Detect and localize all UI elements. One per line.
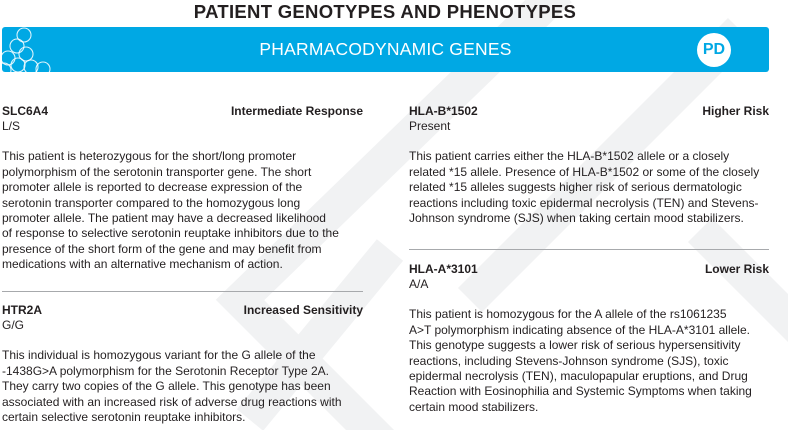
description-line: This genotype suggests a lower risk of serious hypersensitivity bbox=[409, 338, 741, 353]
description-line: related *15 allele. Presence of HLA-B*1502 or some of the closely bbox=[409, 164, 760, 179]
gene-result: Higher Risk bbox=[702, 104, 769, 118]
description-line: associated with an increased risk of adverse drug reactions with bbox=[2, 394, 342, 409]
gene-description bbox=[2, 149, 363, 272]
banner-title: PHARMACODYNAMIC GENES bbox=[259, 39, 512, 59]
description-line: This patient carries either the HLA-B*1502 allele or a closely bbox=[409, 149, 730, 164]
description-line: serotonin transporter compared to the homozygous long bbox=[2, 195, 301, 210]
page-title: PATIENT GENOTYPES AND PHENOTYPES bbox=[193, 1, 577, 22]
gene-name: HLA-A*3101 bbox=[409, 262, 478, 276]
description-line: reactions including toxic epidermal necrolysis (TEN) and Stevens- bbox=[409, 195, 759, 210]
description-line: epidermal necrolysis (TEN), maculopapular eruptions, and Drug bbox=[409, 369, 748, 384]
gene-genotype: G/G bbox=[2, 318, 25, 332]
section-divider bbox=[409, 249, 769, 250]
gene-card-slc6a4 bbox=[2, 104, 363, 273]
description-line: promoter allele. The patient may have a decreased likelihood bbox=[2, 211, 326, 226]
gene-name: HLA-B*1502 bbox=[409, 104, 478, 118]
description-line: polymorphism of the serotonin transporter gene. The short bbox=[2, 164, 312, 179]
description-line: medications with an alternative mechanism of action. bbox=[2, 257, 283, 272]
description-line: Reaction with Eosinophilia and Systemic Symptoms when taking bbox=[409, 384, 752, 399]
gene-result: Lower Risk bbox=[704, 262, 769, 276]
description-line: -1438G>A polymorphism for the Serotonin Receptor Type 2A. bbox=[2, 363, 329, 378]
description-line: This patient is homozygous for the A allele of the rs1061235 bbox=[409, 307, 727, 322]
description-line: A>T polymorphism indicating absence of the HLA-A*3101 allele. bbox=[409, 322, 750, 337]
gene-genotype: Present bbox=[409, 119, 451, 133]
gene-description bbox=[409, 307, 769, 415]
description-line: Johnson syndrome (SJS) when taking certain mood stabilizers. bbox=[409, 211, 744, 226]
description-line: promoter allele is reported to decrease expression of the bbox=[2, 180, 303, 195]
description-line: presence of the short form of the gene and may benefit from bbox=[2, 241, 322, 256]
gene-genotype: A/A bbox=[409, 277, 429, 291]
gene-card-hla-a-3101 bbox=[409, 262, 769, 415]
gene-result: Intermediate Response bbox=[230, 104, 363, 118]
description-line: certain mood stabilizers. bbox=[409, 399, 539, 414]
description-line: reactions, including Stevens-Johnson syndrome (SJS), toxic bbox=[409, 353, 729, 368]
description-line: This patient is heterozygous for the short/long promoter bbox=[2, 149, 297, 164]
gene-card-hla-b-1502 bbox=[409, 104, 769, 226]
gene-card-htr2a bbox=[2, 303, 363, 425]
gene-description bbox=[2, 348, 363, 425]
description-line: They carry two copies of the G allele. This genotype has been bbox=[2, 379, 331, 394]
gene-description bbox=[409, 149, 769, 226]
gene-genotype: L/S bbox=[2, 119, 21, 133]
gene-name: HTR2A bbox=[2, 303, 43, 317]
pd-badge: PD bbox=[697, 33, 731, 67]
gene-result: Increased Sensitivity bbox=[243, 303, 363, 317]
gene-name: SLC6A4 bbox=[2, 104, 49, 118]
description-line: related *15 alleles suggests higher risk of serious dermatologic bbox=[409, 180, 742, 195]
description-line: of response to selective serotonin reuptake inhibitors due to the bbox=[2, 226, 339, 241]
description-line: certain selective serotonin reuptake inhibitors. bbox=[2, 410, 246, 425]
section-divider bbox=[2, 291, 363, 292]
section-banner bbox=[2, 27, 769, 72]
description-line: This individual is homozygous variant for the G allele of the bbox=[2, 348, 316, 363]
